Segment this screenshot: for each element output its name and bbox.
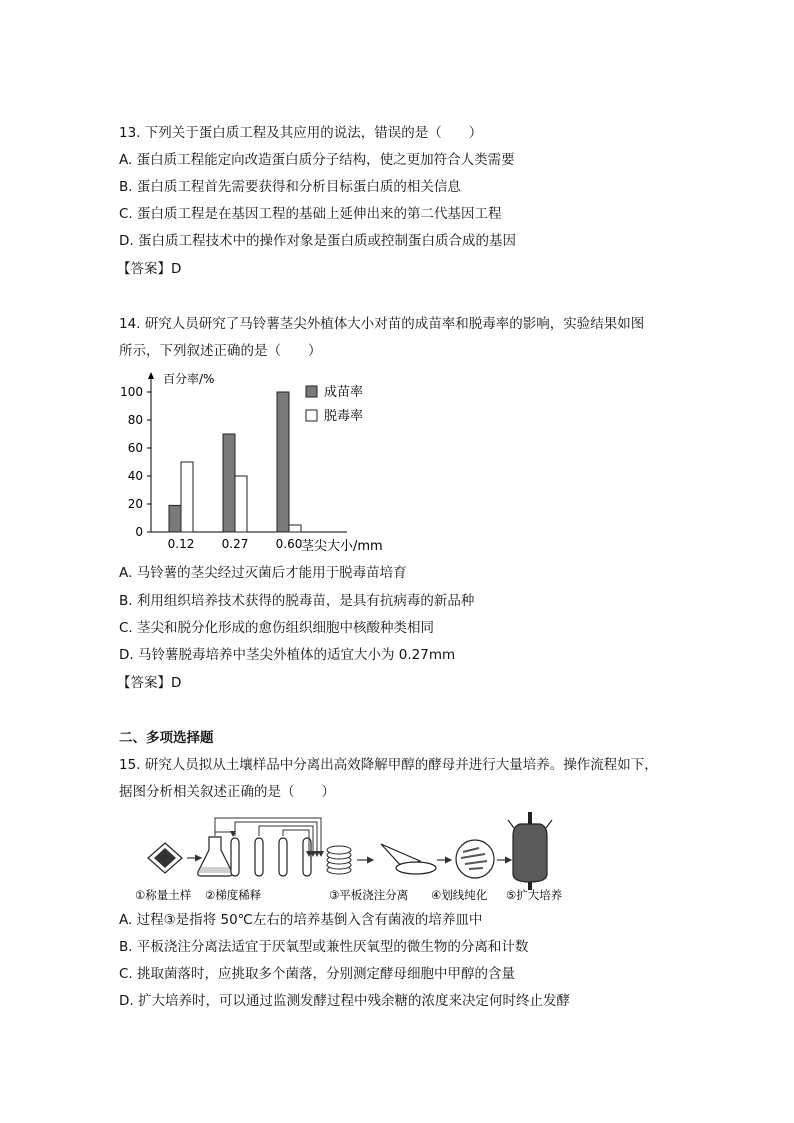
plates-stack-icon <box>327 846 351 874</box>
q13-option-a: A. 蛋白质工程能定向改造蛋白质分子结构，使之更加符合人类需要 <box>119 152 515 168</box>
q14-option-d: D. 马铃薯脱毒培养中茎尖外植体的适宜大小为 0.27mm <box>119 647 456 663</box>
q15-stem-line2: 据图分析相关叙述正确的是（ ） <box>119 784 335 800</box>
x-tick-label-0.60: 0.60 <box>275 537 303 551</box>
bar-脱毒率-0.60 <box>289 525 301 532</box>
flask-icon <box>198 837 232 876</box>
bar-脱毒率-0.12 <box>181 462 193 532</box>
pour-plate-icon <box>381 844 436 874</box>
y-tick-label-80: 80 <box>127 413 143 427</box>
q14-answer: 【答案】D <box>117 675 182 691</box>
flow-diagram <box>135 806 600 902</box>
q15-option-a: A. 过程③是指将 50℃左右的培养基倒入含有菌液的培养皿中 <box>119 912 483 928</box>
x-tick-label-0.12: 0.12 <box>167 537 195 551</box>
q14-option-b: B. 利用组织培养技术获得的脱毒苗，是具有抗病毒的新品种 <box>119 593 475 609</box>
legend-swatch-成苗率 <box>306 386 317 397</box>
q13-option-c: C. 蛋白质工程是在基因工程的基础上延伸出来的第二代基因工程 <box>119 206 502 222</box>
y-tick-label-100: 100 <box>120 385 143 399</box>
q14-option-a: A. 马铃薯的茎尖经过灭菌后才能用于脱毒苗培育 <box>119 565 407 581</box>
soil-sample-icon <box>148 843 182 873</box>
q15-option-d: D. 扩大培养时，可以通过监测发酵过程中残余糖的浓度来决定何时终止发酵 <box>119 993 570 1009</box>
x-axis-label: 茎尖大小/mm <box>301 539 383 554</box>
y-axis-label: 百分率/% <box>163 372 215 386</box>
step-label-3: ③平板浇注分离 <box>329 888 409 902</box>
legend-label-脱毒率: 脱毒率 <box>324 409 364 424</box>
q15-option-c: C. 挑取菌落时，应挑取多个菌落，分别测定酵母细胞中甲醇的含量 <box>119 966 516 982</box>
step-label-1: ①称量土样 <box>135 888 192 902</box>
bar-成苗率-0.12 <box>169 505 181 532</box>
step-label-5: ⑤扩大培养 <box>506 888 563 902</box>
q14-stem-line2: 所示，下列叙述正确的是（ ） <box>119 343 322 359</box>
bar-成苗率-0.27 <box>223 434 235 532</box>
q13-answer: 【答案】D <box>117 261 182 277</box>
step-label-2: ②梯度稀释 <box>205 888 262 902</box>
bar-chart <box>115 366 405 558</box>
test-tubes-icon <box>231 838 311 876</box>
x-tick-label-0.27: 0.27 <box>221 537 249 551</box>
y-tick-label-40: 40 <box>127 469 143 483</box>
y-axis-arrow <box>148 372 154 379</box>
q13-option-d: D. 蛋白质工程技术中的操作对象是蛋白质或控制蛋白质合成的基因 <box>119 233 516 249</box>
fermenter-icon <box>508 812 552 890</box>
bar-成苗率-0.60 <box>277 392 289 532</box>
legend-label-成苗率: 成苗率 <box>324 385 364 400</box>
y-tick-label-20: 20 <box>127 497 143 511</box>
q15-stem-line1: 15. 研究人员拟从土壤样品中分离出高效降解甲醇的酵母并进行大量培养。操作流程如下， <box>119 757 658 773</box>
y-tick-label-0: 0 <box>135 525 143 539</box>
y-tick-label-60: 60 <box>127 441 143 455</box>
q14-stem-line1: 14. 研究人员研究了马铃薯茎尖外植体大小对苗的成苗率和脱毒率的影响，实验结果如图 <box>119 316 645 332</box>
bar-脱毒率-0.27 <box>235 476 247 532</box>
section-title: 二、多项选择题 <box>119 730 214 746</box>
q13-option-b: B. 蛋白质工程首先需要获得和分析目标蛋白质的相关信息 <box>119 179 461 195</box>
legend-swatch-脱毒率 <box>306 410 317 421</box>
streak-plate-icon <box>456 840 494 878</box>
q15-option-b: B. 平板浇注分离法适宜于厌氧型或兼性厌氧型的微生物的分离和计数 <box>119 939 529 955</box>
q13-stem: 13. 下列关于蛋白质工程及其应用的说法，错误的是（ ） <box>119 125 483 141</box>
q14-option-c: C. 茎尖和脱分化形成的愈伤组织细胞中核酸种类相同 <box>119 620 435 636</box>
step-label-4: ④划线纯化 <box>431 888 488 902</box>
